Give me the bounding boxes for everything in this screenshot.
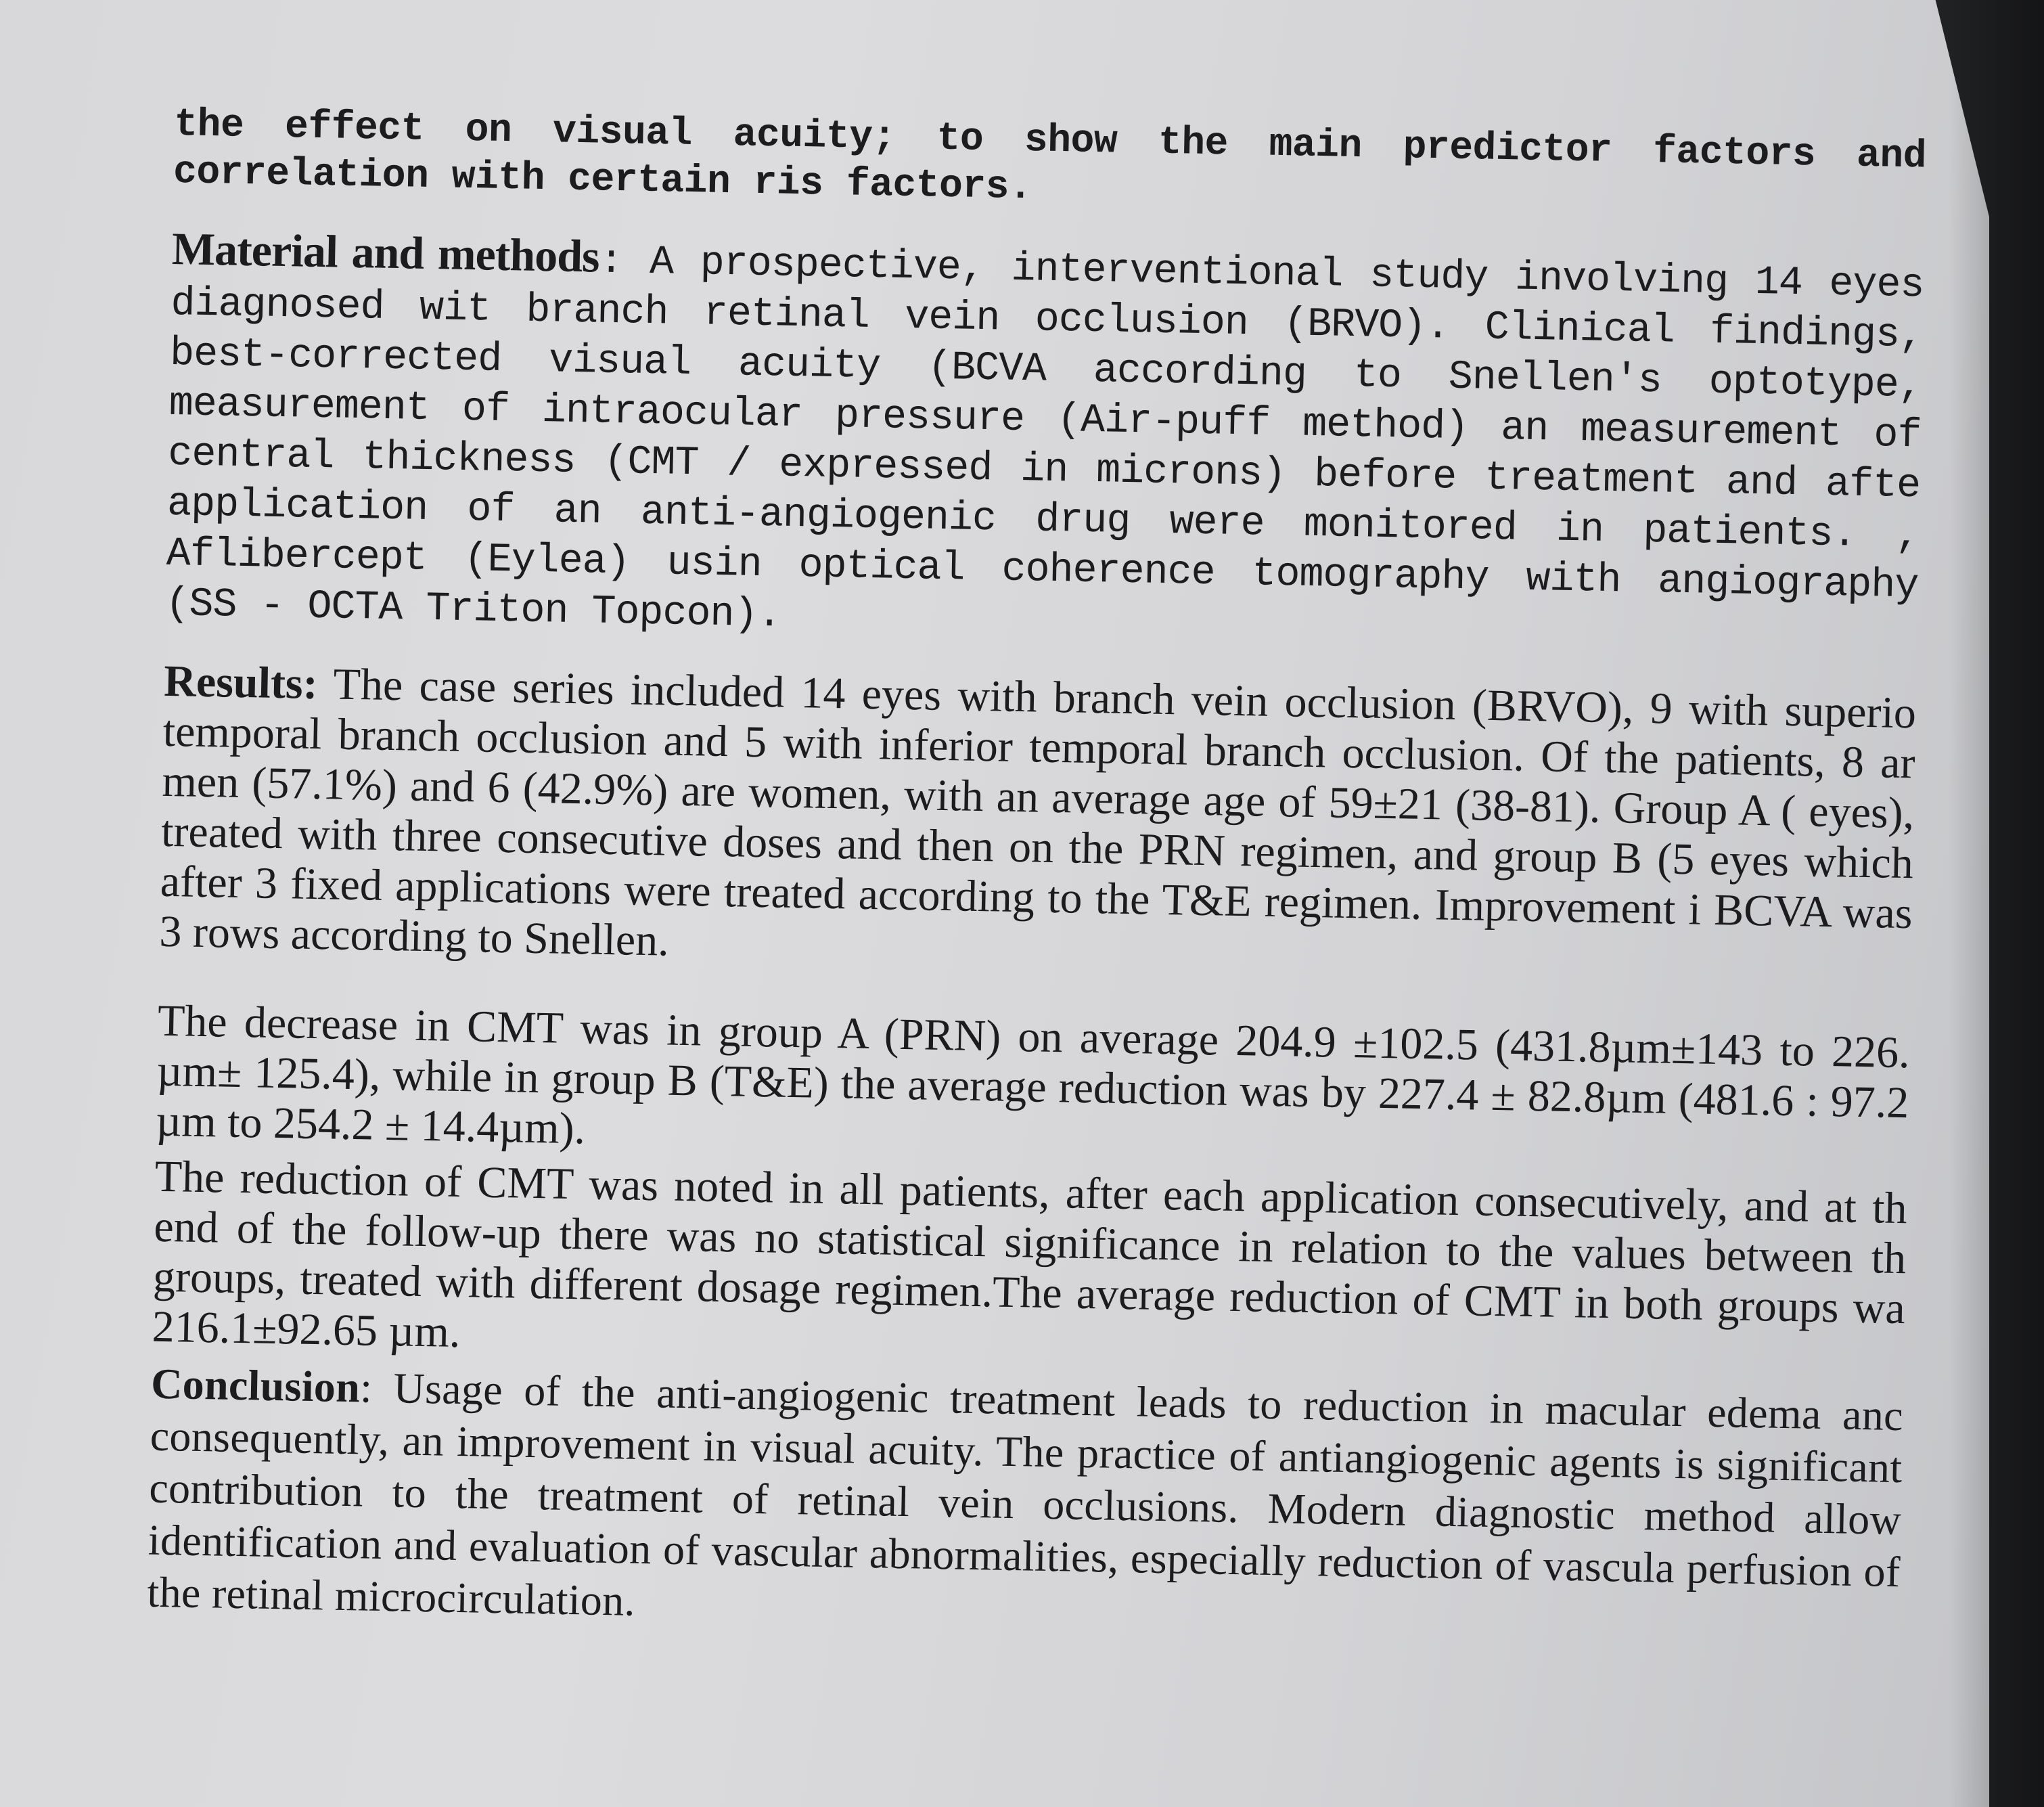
results-heading: Results:	[163, 656, 319, 709]
methods-heading: Material and methods	[171, 222, 600, 282]
methods-body: A prospective, interventional study involving 14 eyes diagnosed wit branch retinal vein occlusion (BRVO). Clinical findings, best-corrected visual acuity (BCVA according to Snellen's optotype, measurement of intraocular pressure (Air-puff method) an measurement of central thickness (CMT / expressed in microns) before treatment and afte application of an anti-angiogenic drug were monitored in patients. , Aflibercept (Eylea) usin optical coherence tomography with angiography (SS - OCTA Triton Topcon).	[164, 239, 1925, 639]
methods-separator: :	[598, 238, 650, 286]
conclusion-heading: Conclusion	[150, 1359, 361, 1412]
cmt-reduction-paragraph: The reduction of CMT was noted in all patients, after each application consecutively, and at th end of the follow-up there was no statistical significance in relation to the values between th groups, treated with different dosage regimen.The average reduction of CMT in both groups wa 216.1±92.65 µm.	[152, 1151, 1908, 1358]
methods-paragraph	[165, 223, 1925, 661]
intro-paragraph: the effect on visual acuity; to show the main predictor factors and correlation with certain ris factors.	[173, 102, 1927, 210]
conclusion-body: Usage of the anti-angiogenic treatment leads to reduction in macular edema anc consequently, an improvement in visual acuity. The practice of antiangiogenic agents is significant contribution to the treatment of retinal vein occlusions. Modern diagnostic method allow identification and evaluation of vascular abnormalities, especially reduction of vascula perfusion of the retinal microcirculation.	[146, 1364, 1904, 1625]
abstract-text	[146, 102, 1926, 1668]
conclusion-separator: :	[359, 1363, 394, 1412]
results-paragraph	[159, 656, 1917, 989]
conclusion-paragraph	[147, 1358, 1904, 1650]
page-edge-shadow	[1949, 0, 2044, 1807]
results-body: The case series included 14 eyes with branch vein occlusion (BRVO), 9 with superio temporal branch occlusion and 5 with inferior temporal branch occlusion. Of the patients, 8 ar men (57.1%) and 6 (42.9%) are women, with an average age of 59±21 (38-81). Group A ( eyes), treated with three consecutive doses and then on the PRN regimen, and group B (5 eyes which after 3 fixed applications were treated according to the T&E regimen. Improvement i BCVA was 3 rows according to Snellen.	[158, 659, 1917, 966]
cmt-decrease-paragraph: The decrease in CMT was in group A (PRN) on average 204.9 ±102.5 (431.8µm±143 to 226. µm± 125.4), while in group B (T&E) the average reduction was by 227.4 ± 82.8µm (481.6 : 97.2 µm to 254.2 ± 14.4µm).	[155, 996, 1911, 1154]
